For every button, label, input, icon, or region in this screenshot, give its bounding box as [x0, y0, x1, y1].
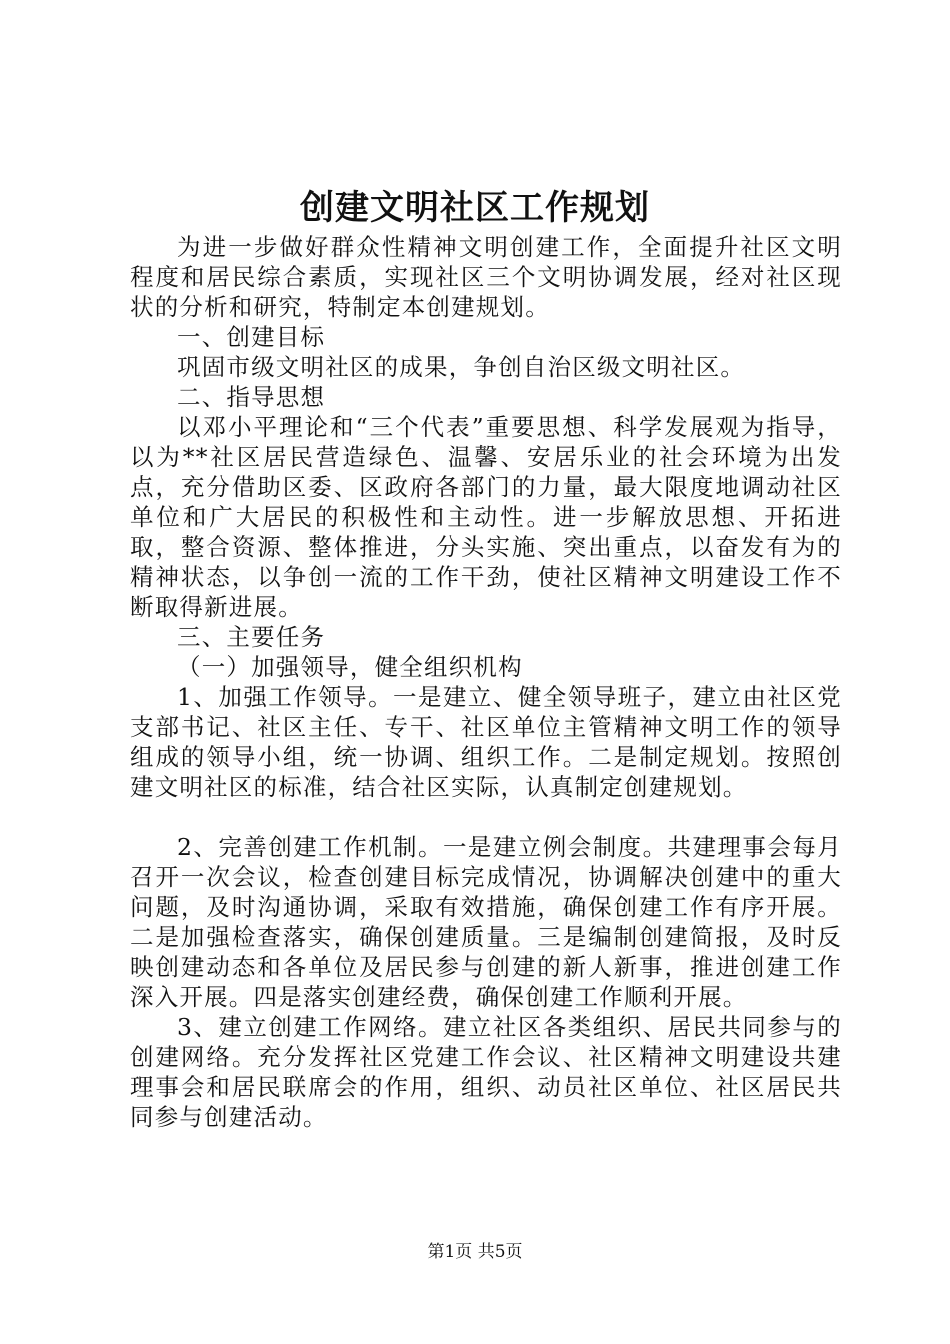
goal-paragraph: 巩固市级文明社区的成果，争创自治区级文明社区。 [177, 353, 746, 381]
document-title: 创建文明社区工作规划 [300, 188, 650, 228]
intro-paragraph: 为进一步做好群众性精神文明创建工作，全面提升社区文明程度和居民综合素质，实现社区三个文明协调发展，经对社区现状的分析和研究，特制定本创建规划。 [130, 233, 842, 321]
task-paragraph-1: 1、加强工作领导。一是建立、健全领导班子，建立由社区党支部书记、社区主任、专干、社区单位主管精神文明工作的领导组成的领导小组，统一协调、组织工作。二是制定规划。按照创建文明社区的标准，结合社区实际，认真制定创建规划。 [130, 683, 842, 801]
section-heading-main-tasks: 三、主要任务 [177, 623, 326, 651]
task-paragraph-3: 3、建立创建工作网络。建立社区各类组织、居民共同参与的创建网络。充分发挥社区党建工作会议、社区精神文明建设共建理事会和居民联席会的作用，组织、动员社区单位、社区居民共同参与创建活动。 [130, 1013, 842, 1131]
subsection-heading-leadership: （一）加强领导，健全组织机构 [177, 653, 523, 681]
task-paragraph-2: 2、完善创建工作机制。一是建立例会制度。共建理事会每月召开一次会议，检查创建目标完成情况，协调解决创建中的重大问题，及时沟通协调，采取有效措施，确保创建工作有序开展。二是加强检查落实，确保创建质量。三是编制创建简报，及时反映创建动态和各单位及居民参与创建的新人新事，推进创建工作深入开展。四是落实创建经费，确保创建工作顺利开展。 [130, 833, 842, 1011]
document-body [130, 232, 842, 1132]
guiding-thought-paragraph: 以邓小平理论和“三个代表”重要思想、科学发展观为指导，以为**社区居民营造绿色、温馨、安居乐业的社会环境为出发点，充分借助区委、区政府各部门的力量，最大限度地调动社区单位和广大居民的积极性和主动性。进一步解放思想、开拓进取，整合资源、整体推进，分头实施、突出重点，以奋发有为的精神状态，以争创一流的工作干劲，使社区精神文明建设工作不断取得新进展。 [130, 413, 842, 621]
section-heading-guiding-thought: 二、指导思想 [177, 383, 326, 411]
section-heading-goal: 一、创建目标 [177, 323, 326, 351]
page-number-footer: 第1页 共5页 [427, 1242, 523, 1262]
